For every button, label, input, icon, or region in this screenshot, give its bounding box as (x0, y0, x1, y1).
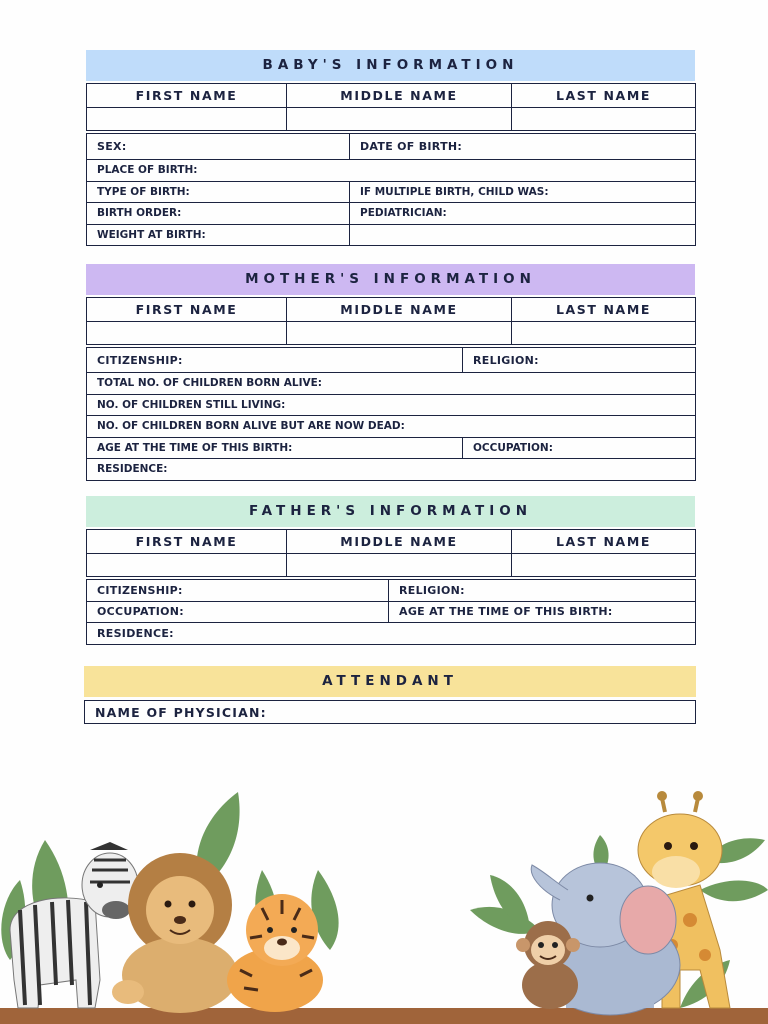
baby-type-of-birth-field[interactable]: TYPE OF BIRTH: (87, 181, 350, 203)
father-last-name-header: LAST NAME (512, 530, 696, 554)
baby-weight-empty-cell[interactable] (350, 224, 696, 246)
baby-birth-order-field[interactable]: BIRTH ORDER: (87, 203, 350, 225)
mother-first-name-field[interactable] (87, 322, 287, 345)
father-residence-field[interactable]: RESIDENCE: (87, 623, 696, 645)
father-first-name-field[interactable] (87, 554, 287, 577)
attendant-section (84, 666, 696, 724)
father-middle-name-header: MIDDLE NAME (287, 530, 512, 554)
mother-residence-field[interactable]: RESIDENCE: (87, 459, 696, 481)
mother-children-dead-field[interactable]: NO. OF CHILDREN BORN ALIVE BUT ARE NOW DEAD: (87, 416, 696, 438)
mother-age-field[interactable]: AGE AT THE TIME OF THIS BIRTH: (87, 437, 463, 459)
baby-pediatrician-field[interactable]: PEDIATRICIAN: (350, 203, 696, 225)
mother-name-table (86, 297, 696, 345)
mother-information-heading: MOTHER'S INFORMATION (86, 264, 695, 295)
baby-first-name-field[interactable] (87, 108, 287, 131)
father-information-heading: FATHER'S INFORMATION (86, 496, 695, 527)
attendant-table (84, 700, 696, 724)
father-first-name-header: FIRST NAME (87, 530, 287, 554)
baby-middle-name-field[interactable] (287, 108, 512, 131)
baby-name-table (86, 83, 696, 131)
mother-information-section (86, 264, 695, 481)
mother-first-name-header: FIRST NAME (87, 298, 287, 322)
baby-first-name-header: FIRST NAME (87, 84, 287, 108)
tiger (227, 894, 323, 1012)
baby-details-table (86, 133, 696, 246)
jungle-animals-illustration (0, 780, 768, 1024)
mother-children-living-field[interactable]: NO. OF CHILDREN STILL LIVING: (87, 394, 696, 416)
father-name-table (86, 529, 696, 577)
baby-multiple-birth-field[interactable]: IF MULTIPLE BIRTH, CHILD WAS: (350, 181, 696, 203)
baby-last-name-field[interactable] (512, 108, 696, 131)
mother-citizenship-field[interactable]: CITIZENSHIP: (87, 348, 463, 373)
baby-middle-name-header: MIDDLE NAME (287, 84, 512, 108)
baby-date-of-birth-field[interactable]: DATE OF BIRTH: (350, 134, 696, 160)
mother-middle-name-header: MIDDLE NAME (287, 298, 512, 322)
mother-religion-field[interactable]: RELIGION: (463, 348, 696, 373)
father-information-section (86, 496, 695, 645)
baby-last-name-header: LAST NAME (512, 84, 696, 108)
attendant-heading: ATTENDANT (84, 666, 696, 697)
baby-place-of-birth-field[interactable]: PLACE OF BIRTH: (87, 160, 696, 182)
baby-sex-field[interactable]: SEX: (87, 134, 350, 160)
physician-name-field[interactable]: NAME OF PHYSICIAN: (85, 701, 696, 724)
father-religion-field[interactable]: RELIGION: (389, 580, 696, 602)
father-citizenship-field[interactable]: CITIZENSHIP: (87, 580, 389, 602)
mother-occupation-field[interactable]: OCCUPATION: (463, 437, 696, 459)
mother-last-name-field[interactable] (512, 322, 696, 345)
father-middle-name-field[interactable] (287, 554, 512, 577)
mother-last-name-header: LAST NAME (512, 298, 696, 322)
baby-weight-field[interactable]: WEIGHT AT BIRTH: (87, 224, 350, 246)
baby-information-heading: BABY'S INFORMATION (86, 50, 695, 81)
father-last-name-field[interactable] (512, 554, 696, 577)
mother-details-table (86, 347, 696, 481)
ground-strip (0, 1008, 768, 1024)
father-age-field[interactable]: AGE AT THE TIME OF THIS BIRTH: (389, 601, 696, 623)
mother-middle-name-field[interactable] (287, 322, 512, 345)
father-occupation-field[interactable]: OCCUPATION: (87, 601, 389, 623)
mother-total-children-field[interactable]: TOTAL NO. OF CHILDREN BORN ALIVE: (87, 373, 696, 395)
father-details-table (86, 579, 696, 645)
baby-information-section (86, 50, 695, 246)
